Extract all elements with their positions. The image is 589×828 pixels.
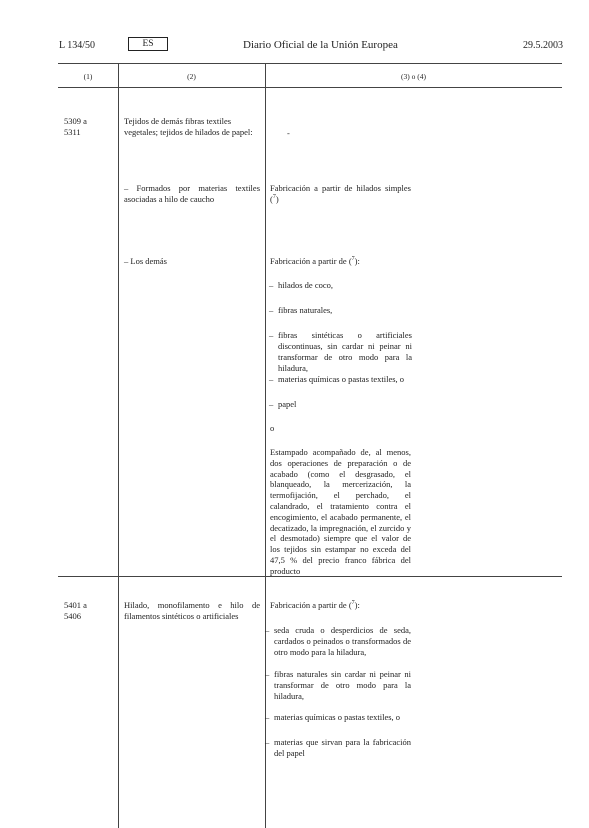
publication-date: 29.5.2003 xyxy=(523,40,563,51)
footnote-reference: 7 xyxy=(351,256,355,263)
list-item: – fibras sintéticas o artificiales discontinuas, sin cardar ni peinar ni transformar de otro modo para la hiladura, xyxy=(269,330,412,373)
list-item: – materias químicas o pastas textiles, o xyxy=(265,712,401,722)
list-item: – materias que sirvan para la fabricación del papel xyxy=(265,737,411,758)
table-top-rule xyxy=(58,63,562,64)
heading-code: 5309 a 5311 xyxy=(64,116,87,137)
list-item: – papel xyxy=(269,399,297,409)
list-item: – materias químicas o pastas textiles, o xyxy=(269,374,405,384)
list-item: – seda cruda o desperdicios de seda, cardados o peinados o transformados de otro modo para la hiladura, xyxy=(265,625,411,657)
language-badge: ES xyxy=(128,37,168,51)
alternative-condition: Estampado acompañado de, al menos, dos operaciones de preparación o de acabado (como el desgrasado, el blanqueado, la mercerización, la termofijación, el perchado, el calandrado, el tratamiento contra el encogimiento, el acabado permanente, el decatizado, la impregnación, el zurcido y el desmotado) siempre que el valor de los tejidos sin estampar no exceda del 47,5 % del precio franco fábrica del producto xyxy=(270,447,411,576)
list-item: – fibras naturales sin cardar ni peinar ni transformar de otro modo para la hiladura, xyxy=(265,669,411,701)
product-description: – Los demás xyxy=(124,256,167,266)
header-bottom-rule xyxy=(58,87,562,88)
list-item: – fibras naturales, xyxy=(269,305,333,315)
column-header-1: (1) xyxy=(83,72,93,81)
column-divider-1 xyxy=(118,63,119,828)
condition-marker: - xyxy=(287,128,290,138)
column-header-2: (2) xyxy=(187,72,196,81)
column-header-3: (3) o (4) xyxy=(401,72,426,81)
alternative-connector: o xyxy=(270,423,275,433)
product-description: – Formados por materias textiles asociadas a hilo de caucho xyxy=(124,183,260,204)
working-condition: Fabricación a partir de hilados simples ($^7$) xyxy=(270,183,411,204)
working-condition: Fabricación a partir de ($^7$): xyxy=(270,600,360,610)
footnote-reference: 7 xyxy=(272,194,276,201)
journal-title: Diario Oficial de la Unión Europea xyxy=(243,39,398,51)
heading-code: 5401 a 5406 xyxy=(64,600,87,621)
list-item: – hilados de coco, xyxy=(269,280,333,290)
working-condition: Fabricación a partir de ($^7$): xyxy=(270,256,360,266)
footnote-reference: 7 xyxy=(351,600,355,607)
product-description: Hilado, monofilamento e hilo de filamentos sintéticos o artificiales xyxy=(124,600,260,621)
page-reference: L 134/50 xyxy=(59,40,96,51)
product-description: Tejidos de demás fibras textiles vegetales; tejidos de hilados de papel: xyxy=(124,116,253,137)
